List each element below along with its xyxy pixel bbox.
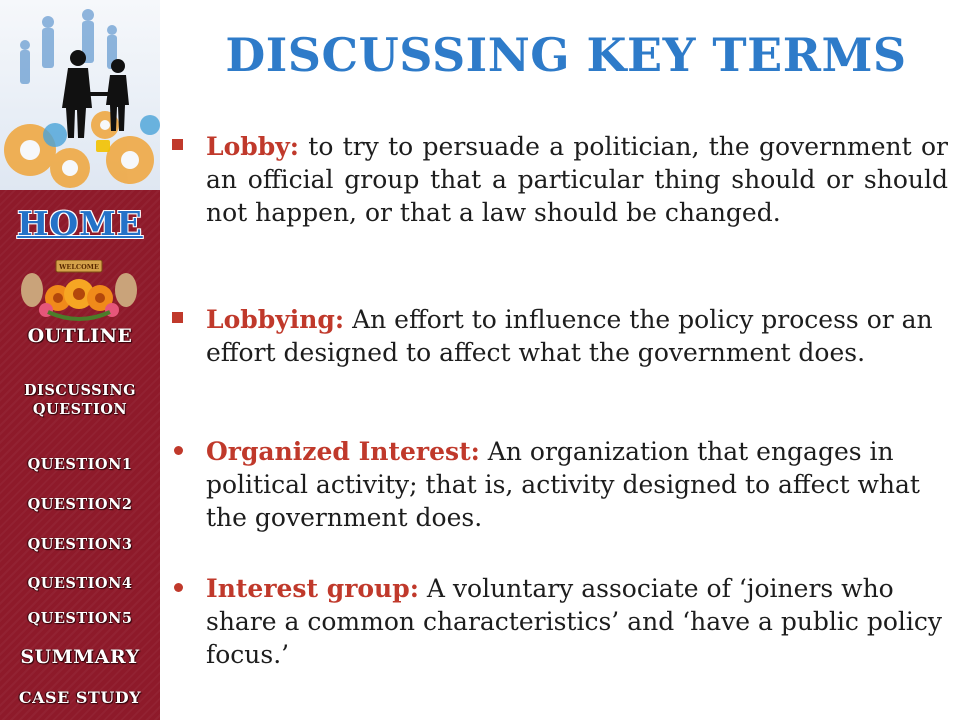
square-bullet-icon xyxy=(172,303,183,336)
term-organized-interest xyxy=(206,435,948,534)
term-definition: A voluntary associate of ‘joiners who share a common characteristics’ and ‘have a public policy focus.’ xyxy=(206,574,943,669)
term-definition: An effort to influence the policy process or an effort designed to affect what the government does. xyxy=(206,305,933,367)
nav-question4[interactable]: QUESTION4 xyxy=(27,575,133,592)
home-link[interactable]: HOME xyxy=(17,204,143,243)
term-definition: to try to persuade a politician, the government or an official group that a particular thing should or should not happen, or that a law should be changed. xyxy=(206,132,948,227)
term-interest-group xyxy=(206,572,948,671)
term-lobbying xyxy=(206,303,948,369)
term-definition: An organization that engages in political activity; that is, activity designed to affect what the government does. xyxy=(206,437,920,532)
dot-bullet-icon xyxy=(174,435,183,468)
square-bullet-icon xyxy=(172,130,183,163)
nav-question1[interactable]: QUESTION1 xyxy=(27,456,133,473)
nav-discussing-question[interactable]: QUESTION xyxy=(32,401,128,418)
nav-outline[interactable]: OUTLINE xyxy=(27,325,133,347)
nav-discussing[interactable]: DISCUSSING xyxy=(23,382,137,399)
emblem-text: WELCOME xyxy=(59,263,99,271)
dot-bullet-icon xyxy=(174,572,183,605)
floral-welcome-emblem-icon xyxy=(18,260,140,326)
term-name: Lobbying: xyxy=(206,305,345,334)
business-people-handshake-illustration xyxy=(0,0,160,190)
term-lobby xyxy=(206,130,948,229)
sidebar-nav xyxy=(0,0,160,720)
nav-question5[interactable]: QUESTION5 xyxy=(27,610,133,627)
term-name: Interest group: xyxy=(206,574,419,603)
nav-question2[interactable]: QUESTION2 xyxy=(27,496,133,513)
nav-question3[interactable]: QUESTION3 xyxy=(27,536,133,553)
term-name: Lobby: xyxy=(206,132,299,161)
term-name: Organized Interest: xyxy=(206,437,480,466)
page-title: DISCUSSING KEY TERMS xyxy=(225,28,907,82)
nav-case-study[interactable]: CASE STUDY xyxy=(18,688,142,707)
nav-summary[interactable]: SUMMARY xyxy=(20,646,140,668)
